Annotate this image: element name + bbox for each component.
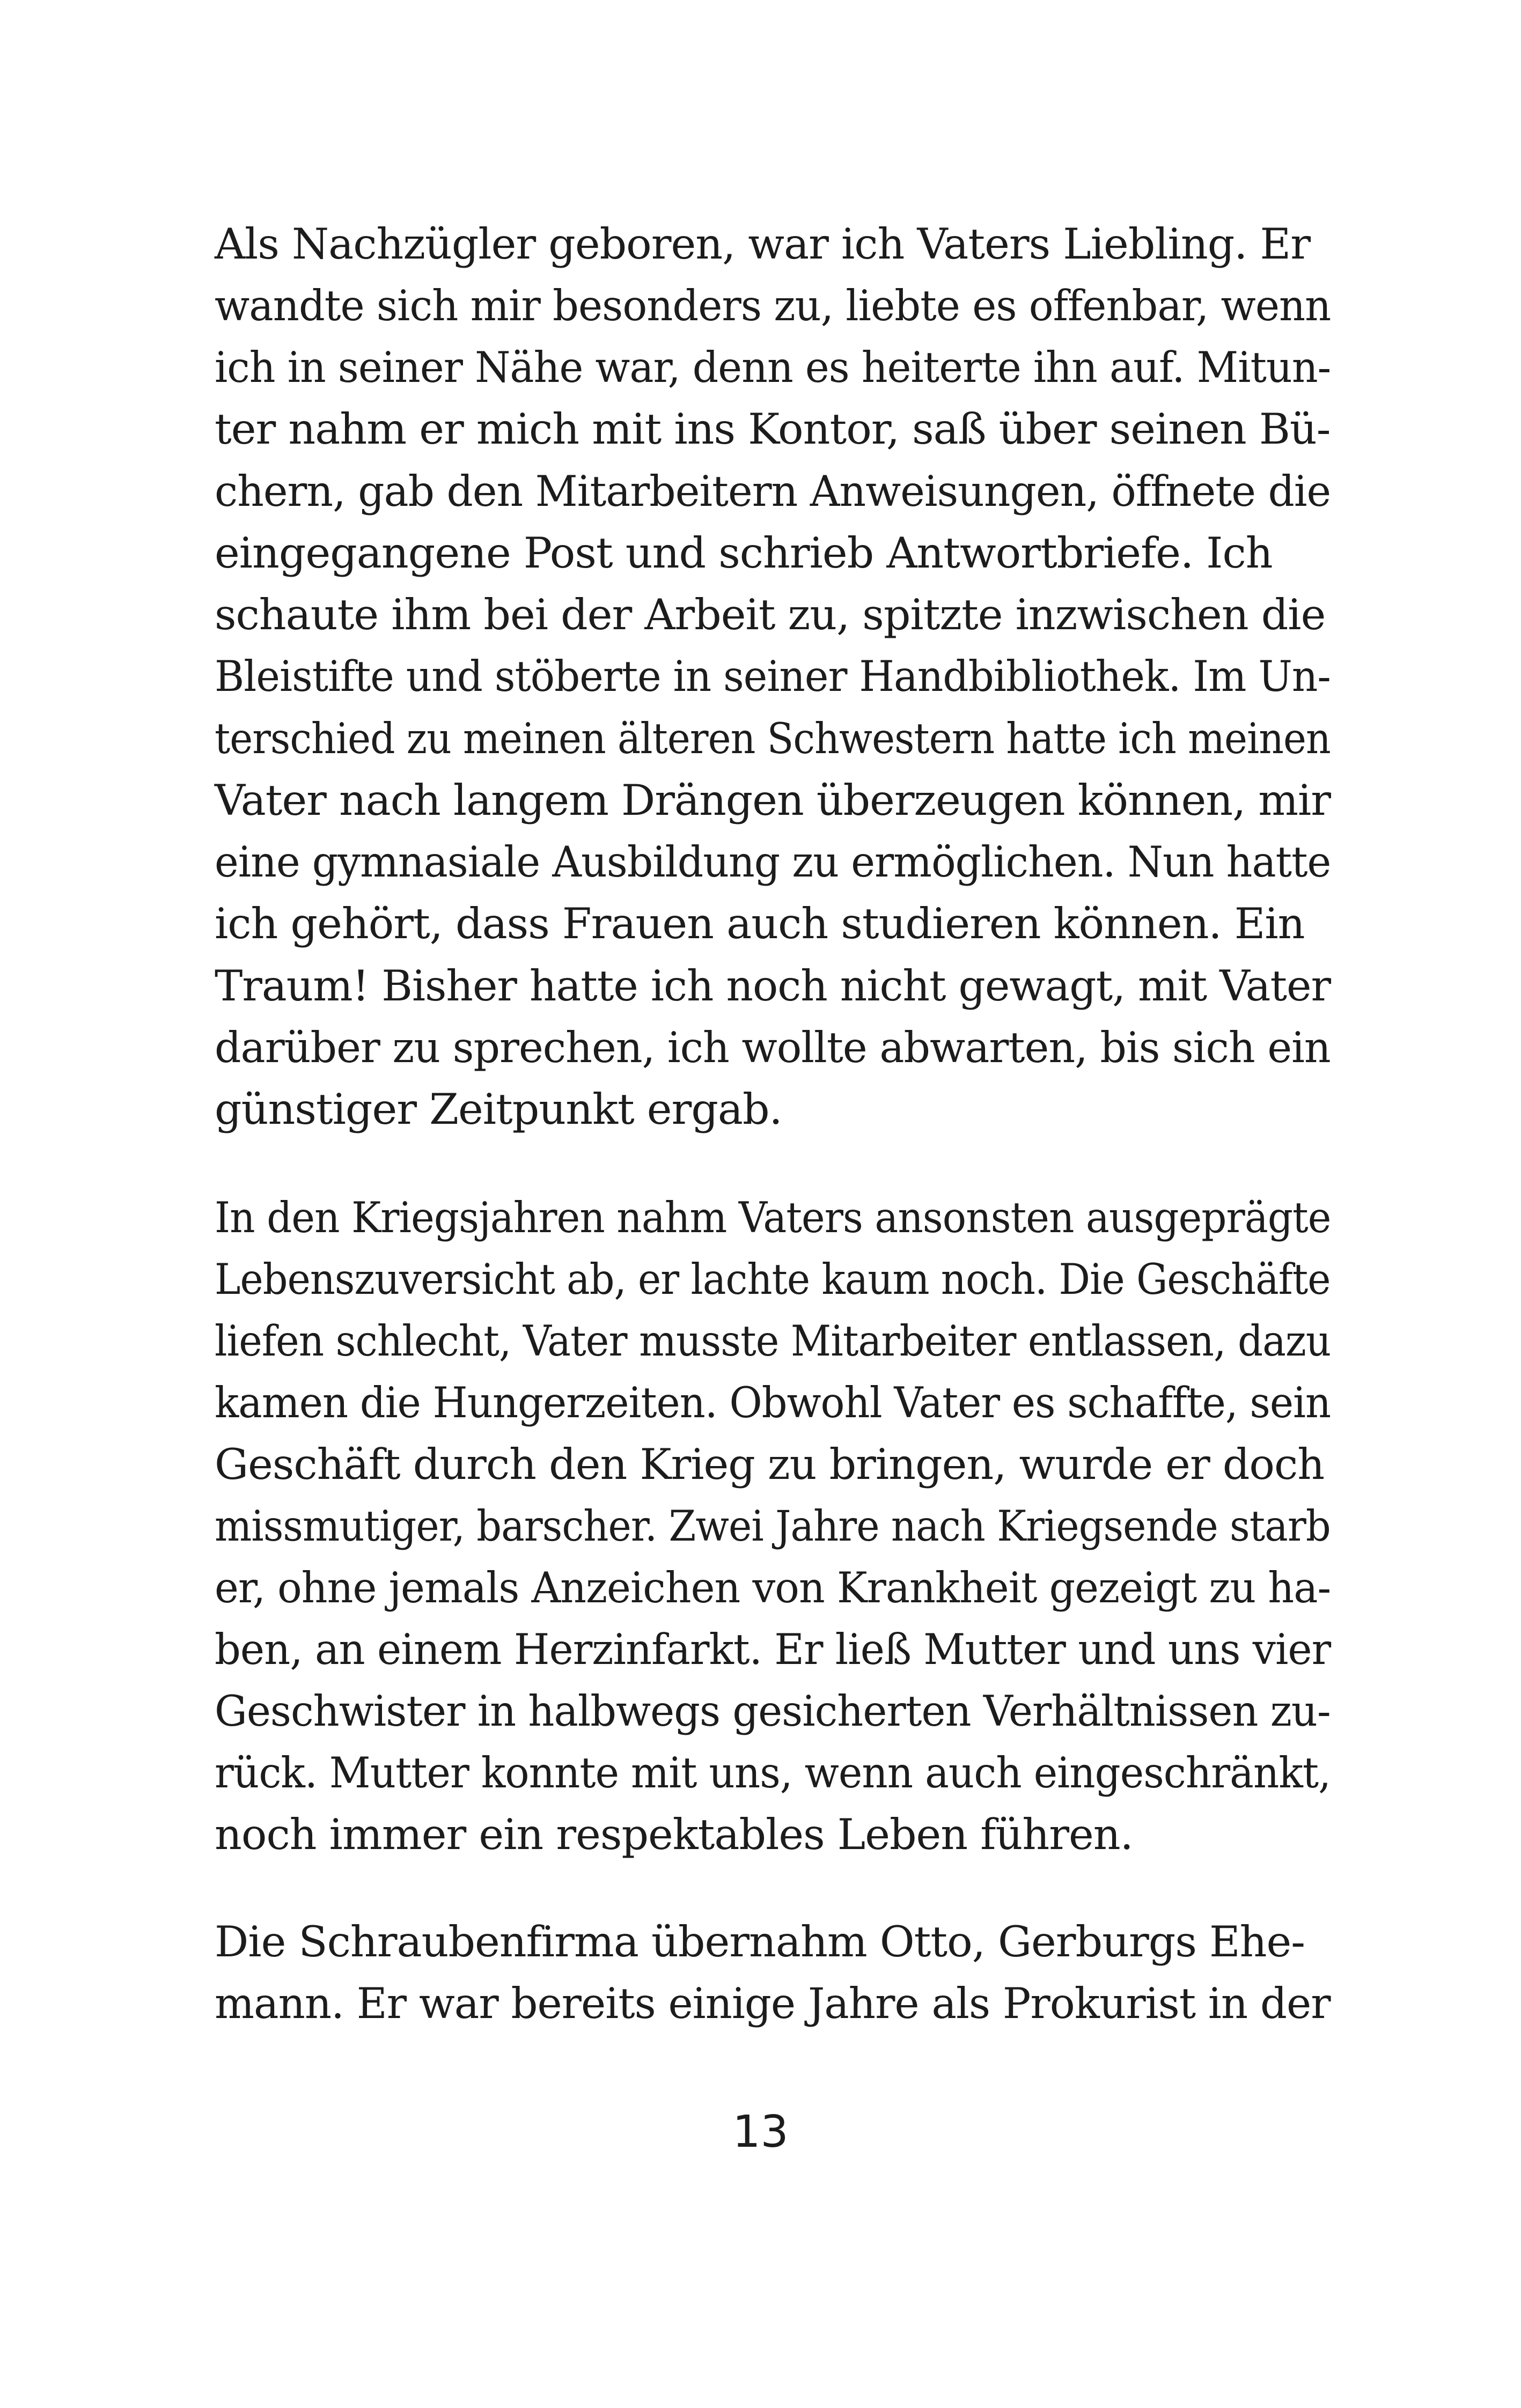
text-line: chern, gab den Mitarbeitern Anweisungen, öffnete die — [215, 467, 1331, 516]
text-line: ich gehört, dass Frauen auch studieren können. Ein — [215, 899, 1305, 948]
text-line: eingegangene Post und schrieb Antwortbriefe. Ich — [215, 528, 1273, 578]
text-line: Lebenszuversicht ab, er lachte kaum noch. Die Geschäfte — [215, 1255, 1331, 1304]
text-line: Die Schraubenfirma übernahm Otto, Gerburgs Ehe- — [215, 1917, 1305, 1967]
text-line: ich in seiner Nähe war, denn es heiterte ihn auf. Mitun- — [215, 343, 1331, 392]
text-line: Als Nachzügler geboren, war ich Vaters Liebling. Er — [215, 219, 1310, 269]
text-line: ben, an einem Herzinfarkt. Er ließ Mutter und uns vier — [215, 1625, 1331, 1674]
text-line: rück. Mutter konnte mit uns, wenn auch eingeschränkt, — [215, 1748, 1331, 1798]
text-line: wandte sich mir besonders zu, liebte es offenbar, wenn — [215, 281, 1331, 330]
text-line: kamen die Hungerzeiten. Obwohl Vater es schaffte, sein — [215, 1378, 1331, 1427]
text-line: eine gymnasiale Ausbildung zu ermöglichen. Nun hatte — [215, 837, 1331, 887]
text-line: Bleistifte und stöberte in seiner Handbibliothek. Im Un- — [215, 652, 1331, 701]
text-line: Traum! Bisher hatte ich noch nicht gewagt, mit Vater — [215, 961, 1331, 1011]
text-line: Geschwister in halbwegs gesicherten Verhältnissen zu- — [215, 1687, 1331, 1736]
text-line: Vater nach langem Drängen überzeugen können, mir — [215, 776, 1331, 825]
text-line: liefen schlecht, Vater musste Mitarbeiter entlassen, dazu — [215, 1316, 1331, 1366]
text-line: Geschäft durch den Krieg zu bringen, wurde er doch — [215, 1440, 1325, 1489]
text-line: darüber zu sprechen, ich wollte abwarten, bis sich ein — [215, 1023, 1331, 1072]
page-number: 13 — [732, 2107, 789, 2157]
text-line: er, ohne jemals Anzeichen von Krankheit gezeigt zu ha- — [215, 1563, 1331, 1612]
text-line: missmutiger, barscher. Zwei Jahre nach Kriegsende starb — [215, 1501, 1331, 1551]
text-line: terschied zu meinen älteren Schwestern hatte ich meinen — [215, 714, 1331, 763]
text-line: In den Kriegsjahren nahm Vaters ansonsten ausgeprägte — [215, 1193, 1331, 1242]
text-line: günstiger Zeitpunkt ergab. — [215, 1085, 782, 1134]
text-line: noch immer ein respektables Leben führen. — [215, 1810, 1133, 1859]
text-line: schaute ihm bei der Arbeit zu, spitzte inzwischen die — [215, 590, 1326, 639]
text-line: ter nahm er mich mit ins Kontor, saß über seinen Bü- — [215, 404, 1331, 454]
text-line: mann. Er war bereits einige Jahre als Prokurist in der — [215, 1979, 1331, 2028]
